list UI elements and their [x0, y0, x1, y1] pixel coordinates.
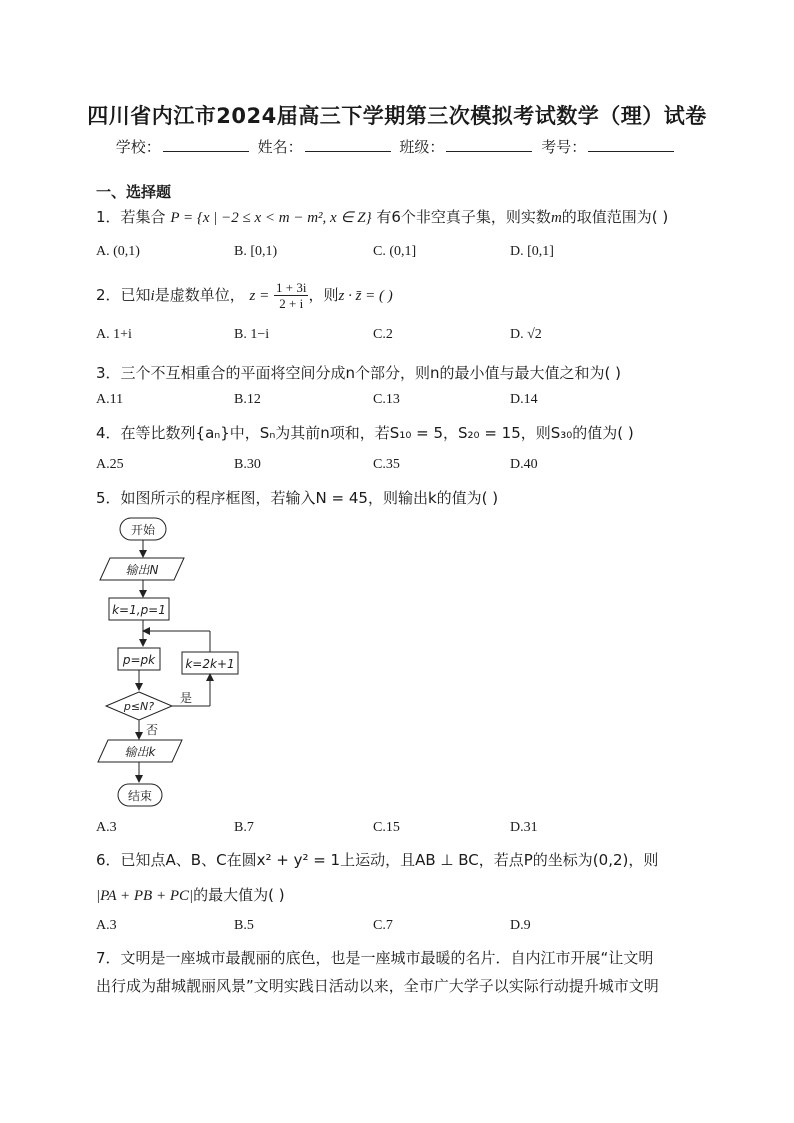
q5-option-c[interactable]: C.15: [373, 820, 400, 835]
q2-fraction: [274, 280, 308, 311]
number-label: 考号：: [541, 138, 587, 156]
q2-stem-b: 是虚数单位，: [154, 286, 245, 304]
question-3: 3．三个不互相重合的平面将空间分成n个部分，则n的最小值与最大值之和为( ): [96, 364, 622, 382]
q3-option-c[interactable]: C.13: [373, 392, 400, 407]
q2-option-a[interactable]: A. 1+i: [96, 327, 132, 342]
name-label: 姓名：: [257, 138, 303, 156]
q2-i: i: [150, 288, 155, 304]
q5-option-a[interactable]: A.3: [96, 820, 117, 835]
q6-options: [96, 918, 656, 938]
q2-stem-c: ，则: [308, 286, 339, 304]
question-1: [96, 206, 668, 227]
flow-init-label: k=1,p=1: [112, 603, 166, 617]
q5-option-b[interactable]: B.7: [234, 820, 254, 835]
q2-option-c[interactable]: C.2: [373, 327, 393, 342]
q3-option-d[interactable]: D.14: [510, 392, 538, 407]
q2-numerator: 1 + 3i: [276, 280, 307, 295]
school-blank[interactable]: [163, 139, 249, 152]
q1-stem-c: 的取值范围为( ): [561, 208, 669, 226]
flow-end-label: 结束: [127, 789, 153, 803]
flowchart: [96, 512, 256, 812]
q4-option-b[interactable]: B.30: [234, 457, 261, 472]
flow-output-label: 输出k: [124, 745, 156, 759]
q2-options: [96, 327, 656, 347]
q4-option-c[interactable]: C.35: [373, 457, 400, 472]
question-6: 6．已知点A、B、C在圆x² + y² = 1上运动，且AB ⊥ BC，若点P的坐标为(0,2)，则: [96, 851, 659, 869]
question-7: [96, 944, 706, 1000]
q4-option-a[interactable]: A.25: [96, 457, 124, 472]
page-title: 四川省内江市2024届高三下学期第三次模拟考试数学（理）试卷: [87, 104, 707, 128]
q2-option-b[interactable]: B. 1−i: [234, 327, 270, 342]
q1-var: m: [550, 210, 562, 226]
student-info-row: [0, 136, 794, 157]
q2-zzbar: z · z̄ = ( ): [338, 288, 393, 304]
q5-options: [96, 820, 656, 840]
question-4: 4．在等比数列{aₙ}中，Sₙ为其前n项和，若S₁₀ = 5，S₂₀ = 15，则S₃₀的值为( ): [96, 424, 634, 442]
q4-options: [96, 457, 656, 477]
q1-option-a[interactable]: A. (0,1): [96, 244, 140, 259]
q3-option-a[interactable]: A.11: [96, 392, 124, 407]
q1-option-b[interactable]: B. [0,1): [234, 244, 278, 259]
flow-yes-label: 是: [180, 691, 193, 705]
q1-option-c[interactable]: C. (0,1]: [373, 244, 417, 259]
flow-no-label: 否: [146, 723, 159, 737]
number-blank[interactable]: [588, 139, 674, 152]
q2-z-eq: z =: [249, 288, 270, 304]
school-label: 学校：: [115, 138, 161, 156]
q1-stem-b: 有6个非空真子集，则实数: [376, 208, 551, 226]
question-6-cont: [96, 884, 285, 905]
q1-set: P = {x | −2 ≤ x < m − m², x ∈ Z}: [170, 210, 372, 226]
q5-option-d[interactable]: D.31: [510, 820, 538, 835]
flow-assign-p-label: p=pk: [122, 653, 156, 667]
q6-vector-expr: |PA + PB + PC|: [96, 888, 194, 904]
flow-input-label: 输出N: [125, 563, 159, 577]
flow-condition-label: p≤N?: [123, 700, 155, 713]
class-blank[interactable]: [446, 139, 532, 152]
q6-option-a[interactable]: A.3: [96, 918, 117, 933]
q6-stem-b: 的最大值为( ): [193, 886, 285, 904]
q6-option-b[interactable]: B.5: [234, 918, 254, 933]
q2-denominator: 2 + i: [279, 296, 304, 311]
q1-stem: 1．若集合: [96, 208, 166, 226]
q2-option-d[interactable]: D. √2: [510, 327, 542, 342]
q3-options: [96, 392, 656, 412]
section-heading: 一、选择题: [96, 183, 172, 201]
q6-option-d[interactable]: D.9: [510, 918, 531, 933]
q4-option-d[interactable]: D.40: [510, 457, 538, 472]
q2-stem: 2．已知: [96, 286, 151, 304]
flow-start-label: 开始: [130, 523, 156, 537]
question-2: [96, 280, 393, 311]
class-label: 班级：: [399, 138, 445, 156]
q1-options: [96, 244, 656, 264]
q3-option-b[interactable]: B.12: [234, 392, 261, 407]
flow-assign-k-label: k=2k+1: [185, 657, 235, 671]
q7-line-1: 7．文明是一座城市最靓丽的底色，也是一座城市最暖的名片．自内江市开展“让文明: [96, 949, 654, 967]
question-5: 5．如图所示的程序框图，若输入N = 45，则输出k的值为( ): [96, 489, 499, 507]
q6-option-c[interactable]: C.7: [373, 918, 393, 933]
name-blank[interactable]: [305, 139, 391, 152]
q1-option-d[interactable]: D. [0,1]: [510, 244, 554, 259]
q7-line-2: 出行成为甜城靓丽风景”文明实践日活动以来，全市广大学子以实际行动提升城市文明: [96, 977, 659, 995]
